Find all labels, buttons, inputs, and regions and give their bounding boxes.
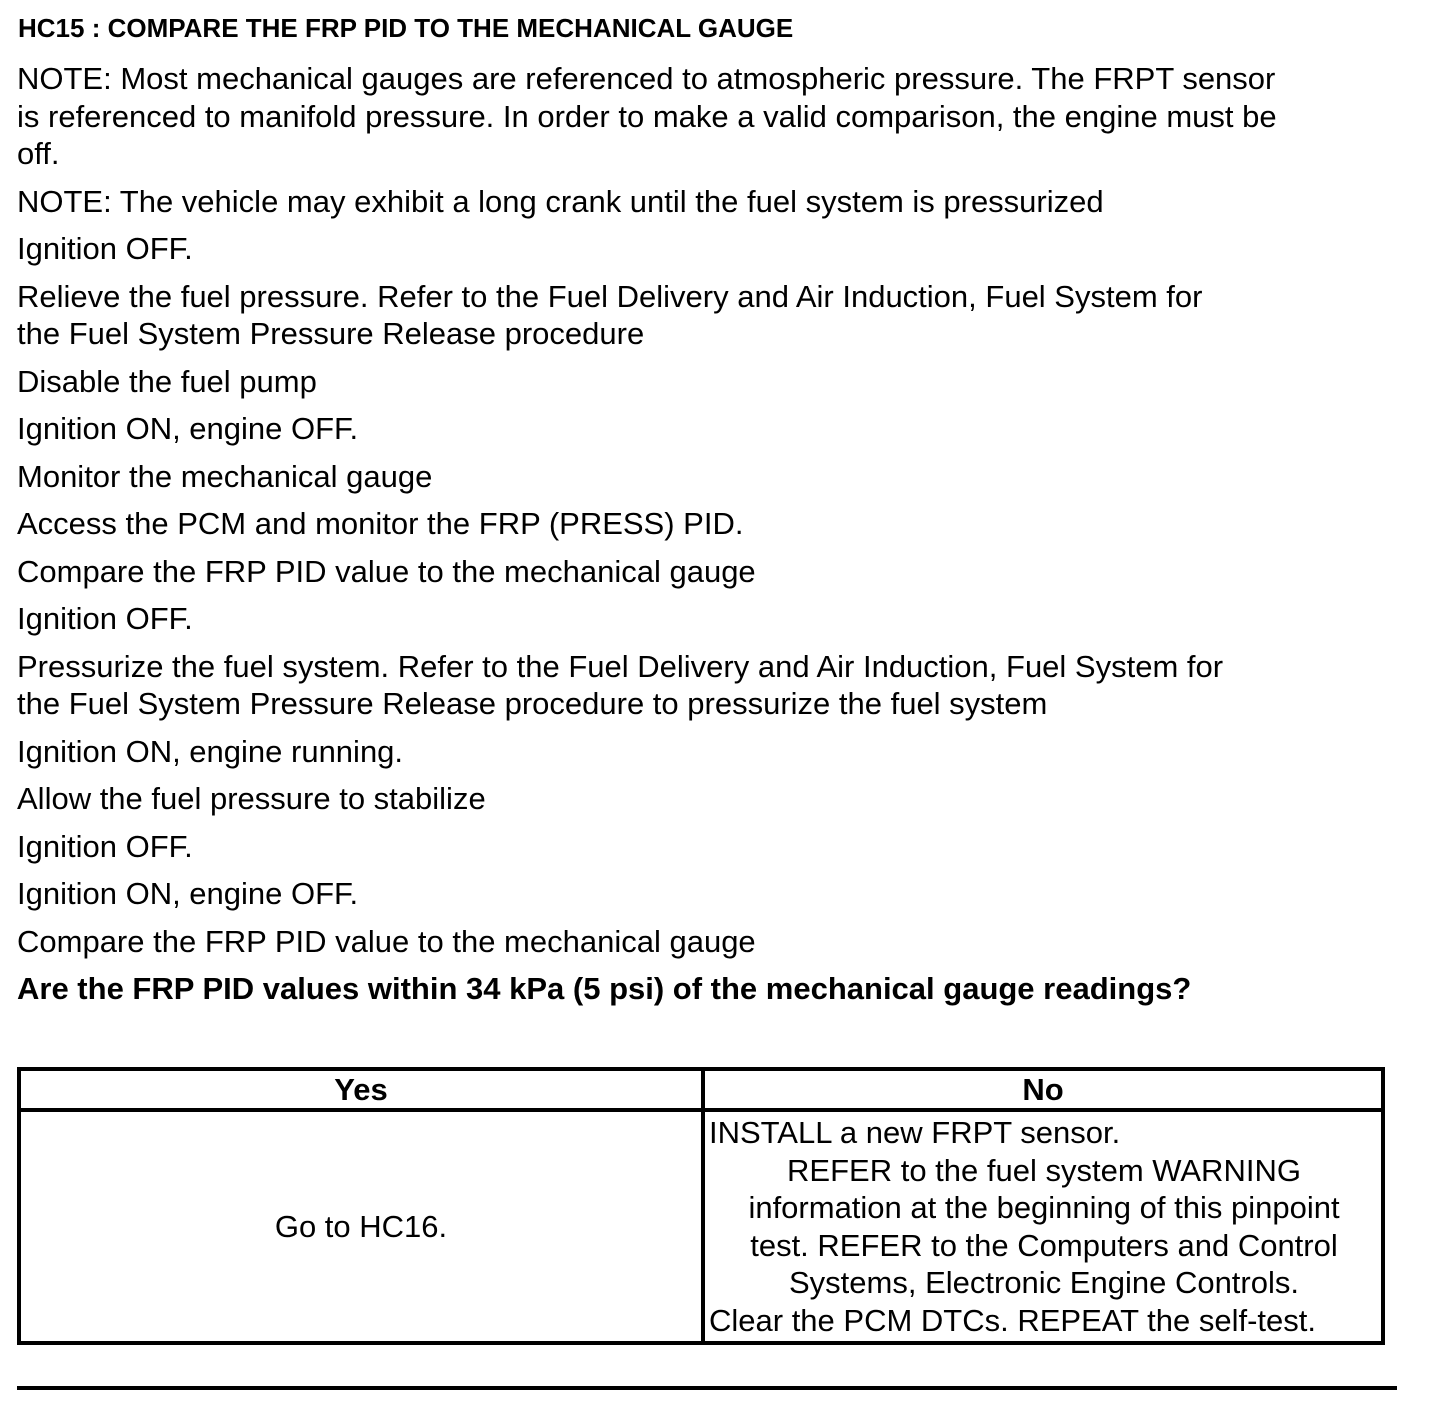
no-line: INSTALL a new FRPT sensor.: [709, 1115, 1121, 1150]
bottom-divider: [17, 1386, 1397, 1390]
step-line: Ignition OFF.: [17, 828, 193, 864]
step-line: the Fuel System Pressure Release procedure: [17, 316, 645, 351]
step-line: Monitor the mechanical gauge: [17, 458, 433, 494]
step-relieve-pressure: [17, 278, 1407, 353]
step-line: Compare the FRP PID value to the mechanical gauge: [17, 923, 756, 959]
step-line: is referenced to manifold pressure. In order to make a valid comparison, the engine must be: [17, 98, 1277, 134]
step-line: NOTE: The vehicle may exhibit a long crank until the fuel system is pressurized: [17, 183, 1104, 219]
step-line: Allow the fuel pressure to stabilize: [17, 781, 486, 816]
step-pressurize: [17, 648, 1407, 723]
no-header: No: [703, 1069, 1383, 1110]
yes-header: Yes: [19, 1069, 703, 1110]
step-ignition-on-running: [17, 733, 1407, 771]
step-line: Compare the FRP PID value to the mechanical gauge: [17, 553, 756, 589]
note-reference: [17, 60, 1407, 173]
no-line: information at the beginning of this pinpoint: [748, 1190, 1340, 1225]
step-line: Ignition ON, engine OFF.: [17, 876, 359, 911]
step-line: off.: [17, 136, 60, 171]
table-header-row: [19, 1069, 1383, 1110]
page-title: HC15 : COMPARE THE FRP PID TO THE MECHANICAL GAUGE: [18, 13, 794, 43]
no-cell: [703, 1110, 1383, 1343]
step-line: the Fuel System Pressure Release procedure to pressurize the fuel system: [17, 686, 1048, 721]
yes-cell: Go to HC16.: [19, 1110, 703, 1343]
step-access-pcm: [17, 505, 1407, 543]
step-line: Access the PCM and monitor the FRP (PRESS) PID.: [17, 506, 744, 541]
step-ignition-on-engine-off: [17, 875, 1407, 913]
no-line: Systems, Electronic Engine Controls.: [789, 1265, 1299, 1300]
step-disable-pump: [17, 363, 1407, 401]
step-line: Disable the fuel pump: [17, 363, 317, 399]
step-compare: [17, 923, 1407, 961]
step-ignition-off: [17, 828, 1407, 866]
step-line: Ignition ON, engine OFF.: [17, 411, 359, 446]
no-line: REFER to the fuel system WARNING: [787, 1152, 1301, 1188]
step-stabilize: [17, 780, 1407, 818]
step-line: Pressurize the fuel system. Refer to the Fuel Delivery and Air Induction, Fuel System for: [17, 648, 1224, 684]
result-table: [17, 1067, 1385, 1345]
step-compare: [17, 553, 1407, 591]
no-line: test. REFER to the Computers and Control: [750, 1227, 1338, 1263]
table-row: [19, 1110, 1383, 1343]
step-line: Ignition OFF.: [17, 601, 193, 636]
no-line: Clear the PCM DTCs. REPEAT the self-test.: [709, 1302, 1316, 1338]
step-line: Relieve the fuel pressure. Refer to the Fuel Delivery and Air Induction, Fuel System for: [17, 278, 1203, 314]
step-ignition-on-engine-off: [17, 410, 1407, 448]
step-line: Ignition ON, engine running.: [17, 733, 404, 769]
step-ignition-off: [17, 600, 1407, 638]
step-monitor-gauge: [17, 458, 1407, 496]
note-long-crank: [17, 183, 1407, 221]
step-line: NOTE: Most mechanical gauges are referenced to atmospheric pressure. The FRPT sensor: [17, 61, 1276, 96]
question: Are the FRP PID values within 34 kPa (5 psi) of the mechanical gauge readings?: [17, 971, 1192, 1006]
procedure-steps: [17, 60, 1407, 1018]
step-ignition-off: [17, 230, 1407, 268]
step-line: Ignition OFF.: [17, 231, 193, 266]
